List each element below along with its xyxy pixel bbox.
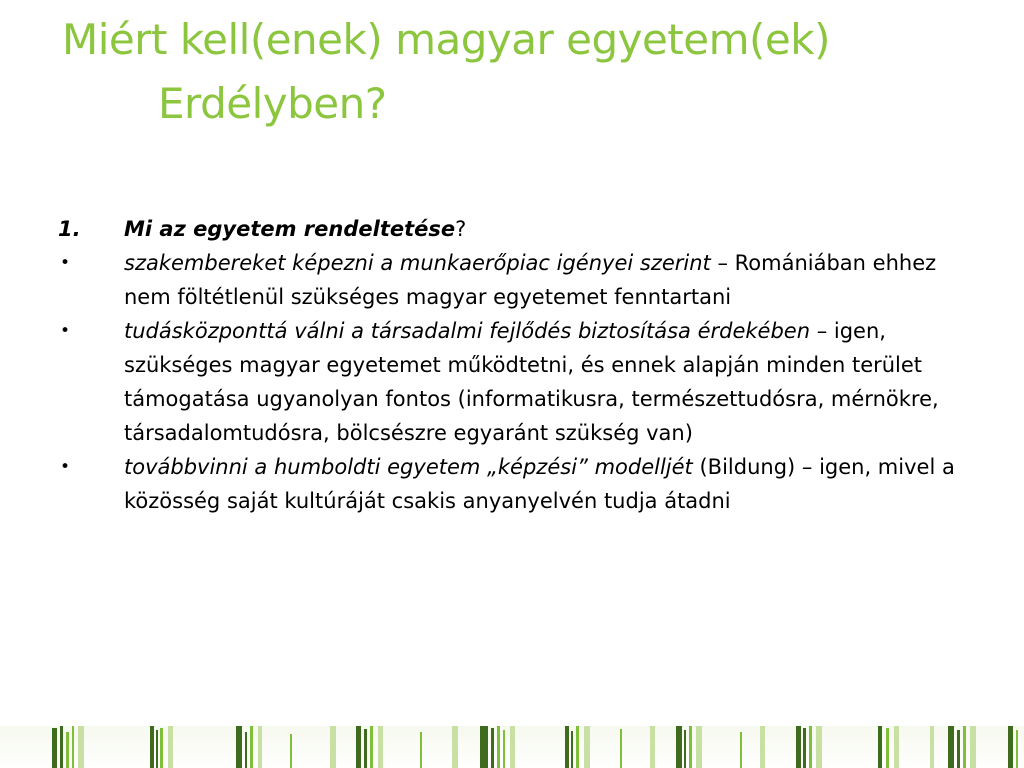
bullet-marker: • xyxy=(60,253,71,273)
section-number: 1. xyxy=(58,217,81,241)
slide-title-line-1: Miért kell(enek) magyar egyetem(ek) xyxy=(62,15,830,64)
grass-stripes-graphic xyxy=(0,726,1024,768)
decorative-grass-footer xyxy=(0,726,1024,768)
bullet-emphasis: tudásközponttá válni a társadalmi fejlődés biztosítása érdekében xyxy=(124,319,811,343)
bullet-item xyxy=(58,246,958,314)
section-heading-suffix: ? xyxy=(455,217,467,241)
bullet-item xyxy=(58,450,958,518)
bullet-emphasis: továbbvinni a humboldti egyetem „képzési” modelljét xyxy=(124,455,693,479)
section-heading-text: Mi az egyetem rendeltetése xyxy=(124,217,456,241)
slide-title xyxy=(62,8,1002,136)
bullet-emphasis: szakembereket képezni a munkaerőpiac igényei szerint xyxy=(124,251,711,275)
bullet-text: – Romániában ehhez nem föltétlenül szükséges magyar egyetemet fenntartani xyxy=(124,251,937,309)
bullet-marker: • xyxy=(60,457,71,477)
slide-body xyxy=(58,212,958,518)
bullet-text: – igen, szükséges magyar egyetemet működtetni, és ennek alapján minden terület támogatása ugyanolyan fontos (informatikusra, természettudósra, mérnökre, társadalomtudósra, bölcsészre egyaránt szükség van) xyxy=(124,319,939,445)
slide-title-line-2: Erdélyben? xyxy=(158,79,387,128)
bullet-marker: • xyxy=(60,321,71,341)
bullet-text: (Bildung) – igen, mivel a közösség saját kultúráját csakis anyanyelvén tudja átadni xyxy=(124,455,955,513)
section-heading xyxy=(58,212,958,246)
bullet-item xyxy=(58,314,958,450)
